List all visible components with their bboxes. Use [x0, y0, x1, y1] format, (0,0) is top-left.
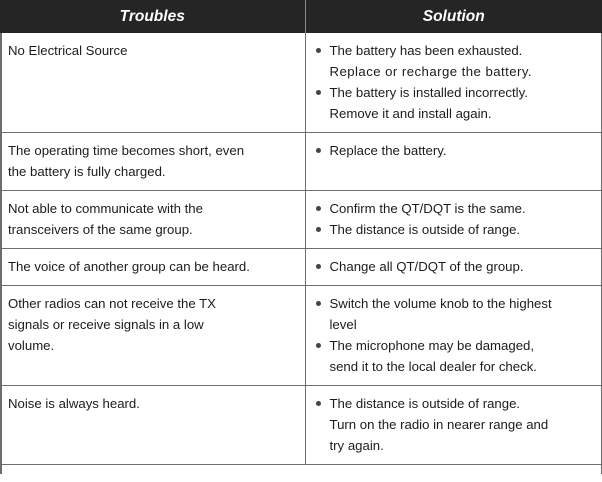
solution-list	[316, 40, 595, 124]
bullet-icon	[316, 343, 321, 348]
solution-line: Turn on the radio in nearer range and	[329, 417, 549, 432]
table-row	[0, 33, 602, 133]
solution-line: The distance is outside of range.	[329, 222, 521, 237]
bullet-icon	[316, 301, 321, 306]
trouble-cell	[0, 191, 305, 249]
trouble-text	[8, 393, 297, 414]
solution-line: Change all QT/DQT of the group.	[329, 259, 524, 274]
table-row	[0, 249, 602, 286]
table-body	[0, 33, 602, 465]
solution-item	[316, 40, 595, 82]
trouble-line: transceivers of the same group.	[8, 222, 193, 237]
bullet-icon	[316, 48, 321, 53]
table-header-row	[0, 0, 602, 33]
bullet-icon	[316, 264, 321, 269]
solution-item	[316, 140, 595, 161]
bullet-icon	[316, 90, 321, 95]
solution-item	[316, 198, 595, 219]
table-row	[0, 133, 602, 191]
trouble-line: Not able to communicate with the	[8, 201, 203, 216]
solution-line: Switch the volume knob to the highest	[329, 296, 552, 311]
trouble-text	[8, 256, 297, 277]
trouble-line: The voice of another group can be heard.	[8, 259, 250, 274]
solution-line: Replace or recharge the battery.	[329, 64, 533, 79]
bullet-icon	[316, 148, 321, 153]
trouble-text	[8, 293, 297, 356]
solution-cell	[305, 191, 602, 249]
solution-item	[316, 393, 595, 456]
solution-line: The battery is installed incorrectly.	[329, 85, 528, 100]
trouble-line: The operating time becomes short, even	[8, 143, 245, 158]
trouble-text	[8, 140, 297, 182]
solution-item	[316, 335, 595, 377]
column-header-troubles: Troubles	[0, 0, 305, 33]
solution-cell	[305, 249, 602, 286]
trouble-cell	[0, 33, 305, 133]
solution-item	[316, 82, 595, 124]
solution-item	[316, 256, 595, 277]
solution-list	[316, 393, 595, 456]
trouble-line: signals or receive signals in a low	[8, 317, 204, 332]
solution-cell	[305, 286, 602, 386]
solution-line: level	[329, 317, 357, 332]
trouble-line: No Electrical Source	[8, 43, 128, 58]
solution-line: The microphone may be damaged,	[329, 338, 535, 353]
solution-line: Replace the battery.	[329, 143, 447, 158]
solution-item	[316, 219, 595, 240]
trouble-text	[8, 40, 297, 61]
solution-line: Remove it and install again.	[329, 106, 492, 121]
trouble-line: volume.	[8, 338, 55, 353]
solution-list	[316, 256, 595, 277]
solution-list	[316, 140, 595, 161]
solution-cell	[305, 133, 602, 191]
solution-item	[316, 293, 595, 335]
solution-cell	[305, 33, 602, 133]
solution-line: The battery has been exhausted.	[329, 43, 523, 58]
trouble-text	[8, 198, 297, 240]
column-header-solution: Solution	[305, 0, 602, 33]
solution-line: try again.	[329, 438, 384, 453]
table-row	[0, 191, 602, 249]
trouble-cell	[0, 249, 305, 286]
solution-line: Confirm the QT/DQT is the same.	[329, 201, 526, 216]
solution-list	[316, 293, 595, 377]
table-row	[0, 386, 602, 465]
trouble-cell	[0, 386, 305, 465]
trouble-cell	[0, 286, 305, 386]
solution-line: send it to the local dealer for check.	[329, 359, 537, 374]
table-header	[0, 0, 602, 33]
trouble-cell	[0, 133, 305, 191]
trouble-line: Noise is always heard.	[8, 396, 140, 411]
solution-cell	[305, 386, 602, 465]
bullet-icon	[316, 401, 321, 406]
trouble-line: Other radios can not receive the TX	[8, 296, 216, 311]
solution-list	[316, 198, 595, 240]
bullet-icon	[316, 206, 321, 211]
table-row	[0, 286, 602, 386]
solution-line: The distance is outside of range.	[329, 396, 521, 411]
trouble-line: the battery is fully charged.	[8, 164, 166, 179]
bullet-icon	[316, 227, 321, 232]
